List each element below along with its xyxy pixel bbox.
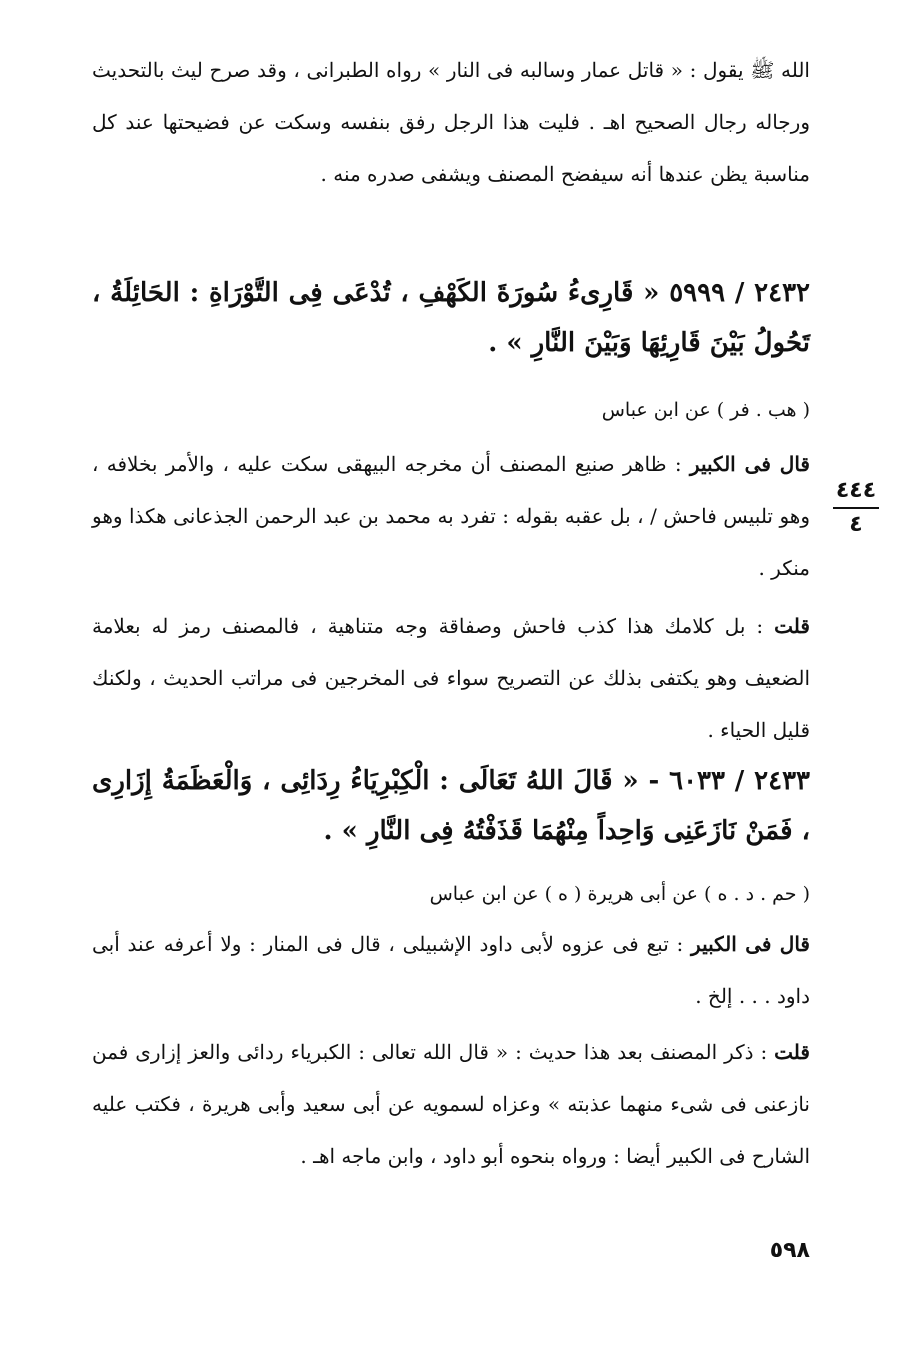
margin-page-reference bbox=[828, 478, 884, 538]
response-qultu-2-text: : ذكر المصنف بعد هذا حديث : « قال الله تعالى : الكبرياء ردائى والعز إزارى فمن نازعنى فى شىء منهما عذبته » وعزاه لسمويه عن أبى سعيد وأبى هريرة ، فكتب عليه الشارح فى الكبير أيضا : ورواه بنحوه أبو داود ، وابن ماجه اهـ . bbox=[92, 1040, 810, 1168]
paragraph-intro bbox=[92, 44, 810, 200]
page-number: ٥٩٨ bbox=[769, 1238, 810, 1263]
response-qultu-2 bbox=[92, 1026, 810, 1182]
response-qultu-1-text: : بل كلامك هذا كذب فاحش وصفاقة وجه متناهية ، فالمصنف رمز له بعلامة الضعيف وهو يكتفى بذلك عن التصريح سواء فى المخرجين فى مراتب الحديث ، ولكنك قليل الحياء . bbox=[92, 614, 810, 742]
source-2433 bbox=[92, 868, 810, 920]
response-qultu-2-lead: قلت bbox=[774, 1040, 810, 1064]
hadith-2433 bbox=[92, 756, 810, 856]
hadith-2432-text: ٢٤٣٢ / ٥٩٩٩ « قَارِىءُ سُورَةَ الكَهْفِ ، تُدْعَى فِى التَّوْرَاةِ : الحَائِلَةُ ، تَحُولُ بَيْنَ قَارِئِهَا وَبَيْنَ النَّارِ » . bbox=[92, 278, 810, 358]
response-qultu-1-lead: قلت bbox=[774, 614, 810, 638]
response-qultu-1 bbox=[92, 600, 810, 756]
margin-reference-divider bbox=[833, 507, 879, 509]
commentary-kabir-1-text: : ظاهر صنيع المصنف أن مخرجه البيهقى سكت عليه ، والأمر بخلافه ، وهو تلبيس فاحش / ، بل عقبه بقوله : تفرد به محمد بن عبد الرحمن الجذعانى هكذا وهو منكر . bbox=[92, 452, 810, 580]
source-2433-text: ( حم . د . ه ) عن أبى هريرة ( ه ) عن ابن عباس bbox=[429, 883, 810, 905]
commentary-kabir-1-lead: قال فى الكبير bbox=[689, 452, 810, 476]
margin-reference-bottom: ٤ bbox=[849, 512, 863, 537]
hadith-2433-text: ٢٤٣٣ / ٦٠٣٣ - « قَالَ اللهُ تَعَالَى : الْكِبْرِيَاءُ رِدَائِى ، وَالْعَظَمَةُ إِزَارِى ، فَمَنْ نَازَعَنِى وَاحِداً مِنْهُمَا قَذَفْتُهُ فِى النَّارِ » . bbox=[92, 766, 810, 846]
intro-text: الله ﷺ يقول : « قاتل عمار وسالبه فى النار » رواه الطبرانى ، وقد صرح ليث بالتحديث ورجاله رجال الصحيح اهـ . فليت هذا الرجل رفق بنفسه وسكت عن فضيحتها عند كل مناسبة يظن عندها أنه سيفضح المصنف ويشفى صدره منه . bbox=[92, 58, 810, 186]
margin-reference-top: ٤٤٤ bbox=[835, 478, 877, 503]
commentary-kabir-2-lead: قال فى الكبير bbox=[691, 932, 810, 956]
commentary-kabir-2-text: : تبع فى عزوه لأبى داود الإشبيلى ، قال فى المنار : ولا أعرفه عند أبى داود . . . إلخ . bbox=[92, 932, 810, 1008]
commentary-kabir-2 bbox=[92, 918, 810, 1022]
hadith-2432 bbox=[92, 268, 810, 368]
commentary-kabir-1 bbox=[92, 438, 810, 594]
source-2432 bbox=[92, 384, 810, 436]
source-2432-text: ( هب . فر ) عن ابن عباس bbox=[601, 399, 810, 421]
